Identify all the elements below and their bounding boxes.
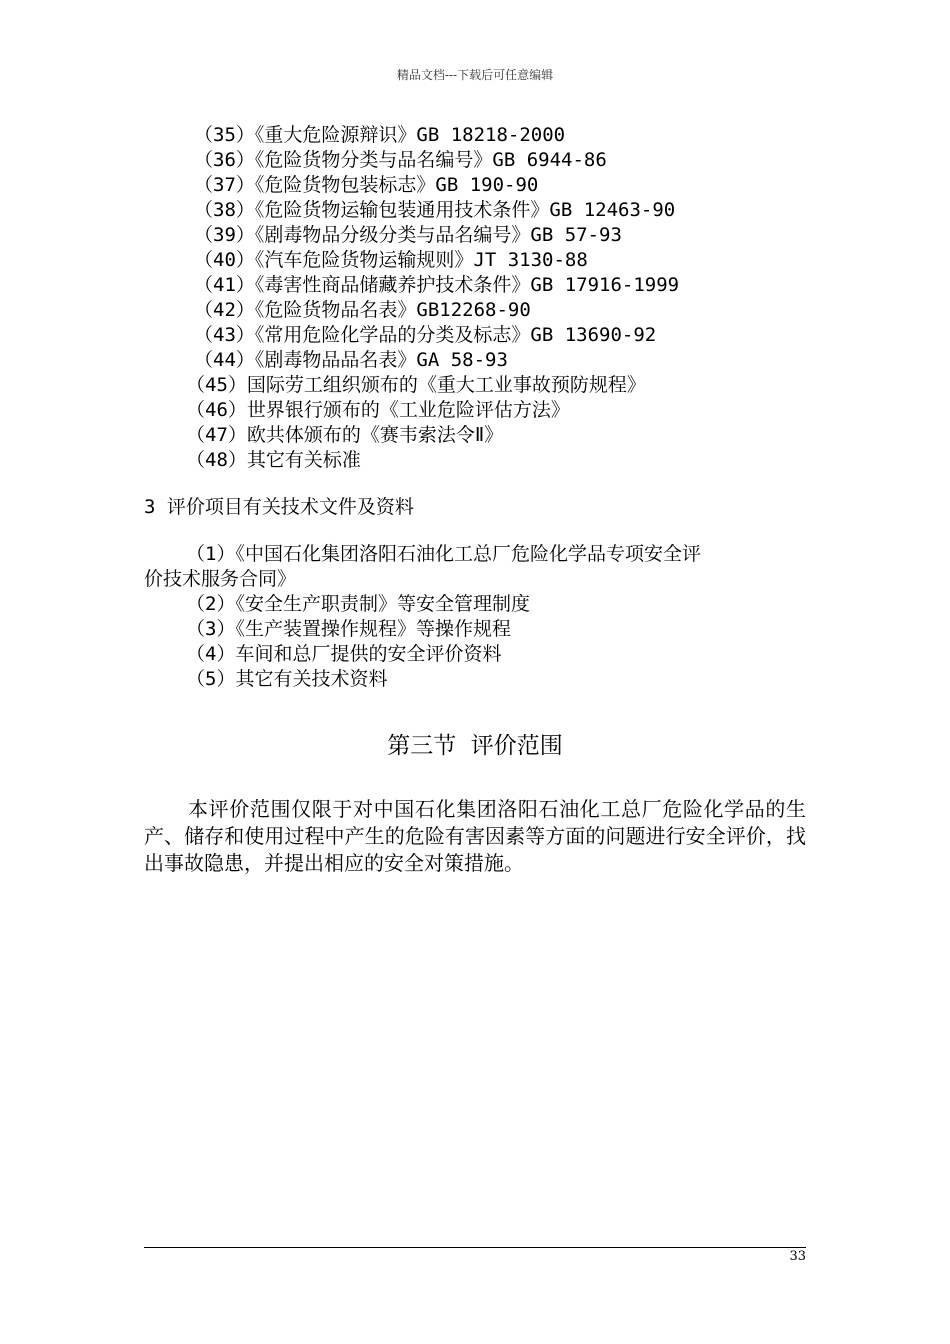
- external-standard-item: （46）世界银行颁布的《工业危险评估方法》: [186, 399, 570, 421]
- standard-item: （44）《剧毒物品品名表》GA 58-93: [194, 349, 508, 371]
- standard-item: （35）《重大危险源辩识》GB 18218-2000: [194, 124, 566, 146]
- standard-item: （36）《危险货物分类与品名编号》GB 6944-86: [194, 149, 607, 171]
- external-standard-item: （47）欧共体颁布的《赛韦索法令Ⅱ》: [186, 424, 504, 446]
- external-standard-item: （45）国际劳工组织颁布的《重大工业事故预防规程》: [186, 374, 646, 396]
- section-3-heading: 3 评价项目有关技术文件及资料: [144, 496, 414, 518]
- document-item: （3）《生产装置操作规程》等操作规程: [186, 618, 511, 640]
- standard-item: （42）《危险货物品名表》GB12268-90: [194, 299, 531, 321]
- standard-item: （39）《剧毒物品分级分类与品名编号》GB 57-93: [194, 224, 622, 246]
- document-item: （4）车间和总厂提供的安全评价资料: [186, 643, 502, 665]
- section-title: 第三节 评价范围: [387, 733, 563, 759]
- external-standard-item: （48）其它有关标准: [186, 449, 361, 471]
- standard-item: （40）《汽车危险货物运输规则》JT 3130-88: [194, 249, 588, 271]
- page-number: 33: [789, 1249, 806, 1264]
- document-item-continuation: 价技术服务合同》: [144, 568, 297, 590]
- document-item: （2）《安全生产职责制》等安全管理制度: [186, 593, 530, 615]
- standard-item: （38）《危险货物运输包装通用技术条件》GB 12463-90: [194, 199, 676, 221]
- document-item: （1）《中国石化集团洛阳石油化工总厂危险化学品专项安全评: [186, 543, 701, 565]
- page-header: 精品文档---下载后可任意编辑: [396, 68, 554, 82]
- footer-divider: [144, 1247, 806, 1248]
- document-item: （5）其它有关技术资料: [186, 668, 388, 690]
- standard-item: （37）《危险货物包装标志》GB 190-90: [194, 174, 539, 196]
- standard-item: （43）《常用危险化学品的分类及标志》GB 13690-92: [194, 324, 657, 346]
- standard-item: （41）《毒害性商品储藏养护技术条件》GB 17916-1999: [194, 274, 680, 296]
- scope-paragraph: 本评价范围仅限于对中国石化集团洛阳石油化工总厂危险化学品的生产、储存和使用过程中产生的危险有害因素等方面的问题进行安全评价，找出事故隐患，并提出相应的安全对策措施。: [144, 797, 806, 875]
